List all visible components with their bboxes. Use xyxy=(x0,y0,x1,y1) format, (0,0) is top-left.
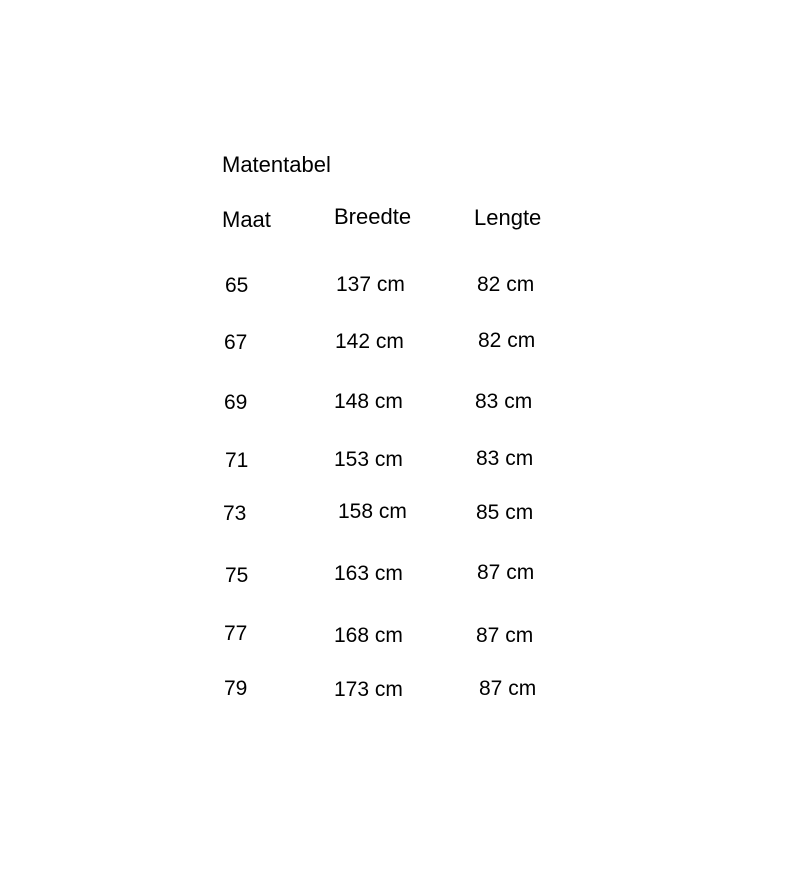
row-size: 77 xyxy=(224,622,248,645)
row-width: 163 cm xyxy=(334,562,403,585)
row-length: 82 cm xyxy=(477,273,535,296)
row-size: 67 xyxy=(224,331,248,354)
header-width: Breedte xyxy=(334,204,412,229)
row-size: 73 xyxy=(223,502,247,525)
row-width: 173 cm xyxy=(334,678,403,701)
row-width: 158 cm xyxy=(338,500,407,523)
row-width: 142 cm xyxy=(335,330,404,353)
row-size: 75 xyxy=(225,564,249,587)
row-width: 168 cm xyxy=(334,624,403,647)
row-length: 82 cm xyxy=(478,329,536,352)
row-width: 153 cm xyxy=(334,448,403,471)
row-size: 79 xyxy=(224,677,248,700)
row-length: 87 cm xyxy=(477,561,535,584)
chart-title: Matentabel xyxy=(222,152,331,177)
row-size: 71 xyxy=(225,449,249,472)
row-length: 83 cm xyxy=(475,390,533,413)
row-length: 87 cm xyxy=(476,624,534,647)
row-length: 85 cm xyxy=(476,501,534,524)
row-length: 83 cm xyxy=(476,447,534,470)
row-size: 65 xyxy=(225,274,249,297)
row-width: 137 cm xyxy=(336,273,405,296)
row-width: 148 cm xyxy=(334,390,403,413)
row-length: 87 cm xyxy=(479,677,537,700)
header-size: Maat xyxy=(222,207,271,232)
row-size: 69 xyxy=(224,391,248,414)
header-length: Lengte xyxy=(474,205,542,230)
